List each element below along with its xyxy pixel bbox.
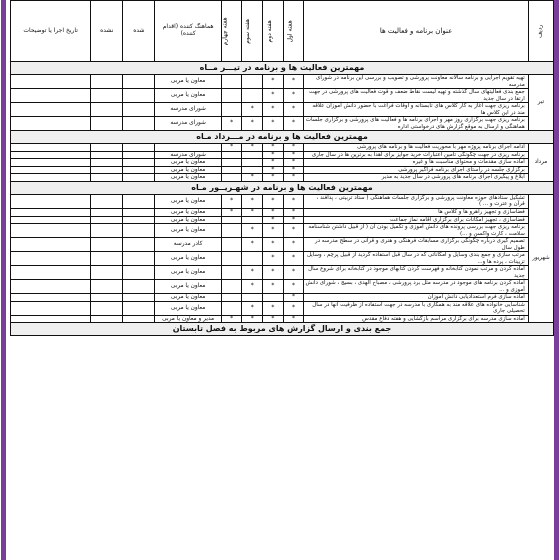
notes-cell: [11, 159, 91, 167]
table-row: [11, 266, 554, 280]
week-2-mark: *: [263, 238, 284, 252]
not-done-cell: [91, 252, 123, 266]
week-2-mark: *: [263, 208, 284, 216]
done-cell: [123, 117, 155, 131]
not-done-cell: [91, 216, 123, 224]
coordinator-cell: کادر مدرسه: [155, 238, 221, 252]
notes-cell: [11, 238, 91, 252]
week-3-mark: *: [242, 103, 263, 117]
program-text: آماده سازی مدرسه برای برگزاری مراسم بازگشایی و هفته دفاع مقدس: [304, 315, 529, 323]
activity-plan-table: [10, 0, 554, 336]
notes-cell: [11, 103, 91, 117]
not-done-cell: [91, 151, 123, 159]
week-3-mark: [242, 159, 263, 167]
left-border-line: [1, 0, 6, 560]
coordinator-cell: شورای مدرسه: [155, 103, 221, 117]
week-3-mark: *: [242, 144, 263, 152]
program-text: برنامه ریزی در جهت چگونگی تامین اعتبارات خرید جوایز برای اهدا به برترین ها در سال جاری: [304, 151, 529, 159]
coordinator-cell: معاون یا مربی: [155, 75, 221, 89]
header-coordinator: هماهنگ کننده (اقدام کننده): [155, 1, 221, 62]
coordinator-cell: معاون یا مربی: [155, 294, 221, 302]
table-row: [11, 174, 554, 182]
section-title: مهمترین فعالیت ها و برنامه در تیـــر مــاه: [11, 62, 554, 75]
done-cell: [123, 280, 155, 294]
coordinator-cell: معاون یا مربی: [155, 266, 221, 280]
week-2-mark: *: [263, 266, 284, 280]
notes-cell: [11, 224, 91, 238]
week-1-mark: *: [283, 174, 304, 182]
done-cell: [123, 252, 155, 266]
week-2-mark: *: [263, 315, 284, 323]
notes-cell: [11, 75, 91, 89]
table-row: [11, 144, 554, 152]
week-2-mark: *: [263, 216, 284, 224]
header-row: [11, 1, 554, 62]
notes-cell: [11, 174, 91, 182]
week-4-mark: [221, 103, 242, 117]
month-label: مرداد: [528, 144, 553, 182]
not-done-cell: [91, 208, 123, 216]
section-header-row: [11, 131, 554, 144]
program-text: تهیه تقویم اجرایی و برنامه سالانه معاونت پرورشی و تصویب و بررسی این برنامه در شورای مدرسه: [304, 75, 529, 89]
week-2-mark: *: [263, 159, 284, 167]
week-3-mark: *: [242, 301, 263, 315]
header-row-number: ردیف: [528, 1, 553, 62]
week-4-mark: *: [221, 194, 242, 208]
week-1-mark: *: [283, 238, 304, 252]
week-1-mark: *: [283, 301, 304, 315]
table-row: [11, 238, 554, 252]
notes-cell: [11, 89, 91, 103]
coordinator-cell: معاون یا مربی: [155, 301, 221, 315]
section-header-row: [11, 62, 554, 75]
coordinator-cell: معاون یا مربی: [155, 174, 221, 182]
week-3-mark: *: [242, 174, 263, 182]
program-text: برگزاری جلسه در راستای اجرای برنامه فراگیر پرورشی: [304, 166, 529, 174]
week-2-mark: *: [263, 174, 284, 182]
not-done-cell: [91, 194, 123, 208]
program-text: آماده سازی فرم استعدادیابی دانش آموزان: [304, 294, 529, 302]
week-2-mark: *: [263, 166, 284, 174]
week-1-mark: *: [283, 194, 304, 208]
coordinator-cell: شورای مدرسه: [155, 151, 221, 159]
table-row: [11, 315, 554, 323]
program-text: برنامه ریزی جهت بررسی پرونده های دانش آموزی و تکمیل بودن آن ( از قبیل داشتن شناسنامه سلامت ، کارت واکسن و ...): [304, 224, 529, 238]
week-1-mark: *: [283, 103, 304, 117]
header-week3: هفته سوم: [242, 1, 263, 62]
week-1-mark: *: [283, 315, 304, 323]
coordinator-cell: مدیر و معاون یا مربی: [155, 315, 221, 323]
not-done-cell: [91, 294, 123, 302]
header-week1: هفته اول: [283, 1, 304, 62]
footer-section-row: [11, 323, 554, 336]
not-done-cell: [91, 266, 123, 280]
week-2-mark: *: [263, 194, 284, 208]
not-done-cell: [91, 159, 123, 167]
done-cell: [123, 159, 155, 167]
header-done: شده: [123, 1, 155, 62]
not-done-cell: [91, 224, 123, 238]
not-done-cell: [91, 315, 123, 323]
coordinator-cell: [155, 144, 221, 152]
week-1-mark: *: [283, 208, 304, 216]
section-title: مهمترین فعالیت ها و برنامه در مـــرداد مـاه: [11, 131, 554, 144]
week-1-mark: *: [283, 280, 304, 294]
notes-cell: [11, 315, 91, 323]
week-1-mark: *: [283, 252, 304, 266]
program-text: مرتب سازی و جمع بندی وسایل و امکاناتی که در سال قبل استفاده گردید از قبیل پرچم ، وسایل تزیینات ، پرده ها و...: [304, 252, 529, 266]
week-2-mark: *: [263, 224, 284, 238]
notes-cell: [11, 194, 91, 208]
week-4-mark: [221, 166, 242, 174]
program-text: شناسایی خانواده های علاقه مند به همکاری با مدرسه در جهت استفاده از ظرفیت آنها در سال تحصیلی جاری: [304, 301, 529, 315]
month-label: تیر: [528, 75, 553, 131]
table-row: [11, 301, 554, 315]
week-2-mark: *: [263, 144, 284, 152]
coordinator-cell: معاون یا مربی: [155, 159, 221, 167]
done-cell: [123, 208, 155, 216]
not-done-cell: [91, 75, 123, 89]
week-1-mark: *: [283, 144, 304, 152]
notes-cell: [11, 117, 91, 131]
week-4-mark: *: [221, 208, 242, 216]
header-date-notes: تاریخ اجرا یا توضیحات: [11, 1, 91, 62]
week-4-mark: [221, 238, 242, 252]
notes-cell: [11, 166, 91, 174]
table-row: [11, 294, 554, 302]
week-4-mark: [221, 159, 242, 167]
week-3-mark: *: [242, 238, 263, 252]
section-header-row: [11, 181, 554, 194]
week-3-mark: [242, 216, 263, 224]
done-cell: [123, 194, 155, 208]
right-border-line: [554, 0, 559, 560]
week-3-mark: *: [242, 266, 263, 280]
program-text: فضاسازی ، تجهیز امکانات برای برگزاری اقامه نماز جماعت: [304, 216, 529, 224]
week-3-mark: *: [242, 224, 263, 238]
week-4-mark: [221, 89, 242, 103]
week-4-mark: [221, 301, 242, 315]
week-3-mark: [242, 151, 263, 159]
week-4-mark: *: [221, 144, 242, 152]
coordinator-cell: معاون یا مربی: [155, 252, 221, 266]
week-3-mark: *: [242, 208, 263, 216]
table-row: [11, 151, 554, 159]
done-cell: [123, 224, 155, 238]
not-done-cell: [91, 238, 123, 252]
week-2-mark: *: [263, 280, 284, 294]
month-label: شهریور: [528, 194, 553, 322]
week-3-mark: [242, 252, 263, 266]
notes-cell: [11, 252, 91, 266]
notes-cell: [11, 216, 91, 224]
done-cell: [123, 166, 155, 174]
not-done-cell: [91, 166, 123, 174]
table-row: [11, 252, 554, 266]
notes-cell: [11, 144, 91, 152]
week-1-mark: *: [283, 89, 304, 103]
table-row: [11, 216, 554, 224]
table-row: [11, 224, 554, 238]
week-2-mark: [263, 294, 284, 302]
program-text: ادامه اجرای برنامه پروژه مهر با محوریت فعالیت ها و برنامه های پرورشی: [304, 144, 529, 152]
not-done-cell: [91, 280, 123, 294]
week-4-mark: [221, 151, 242, 159]
week-2-mark: *: [263, 89, 284, 103]
section-title: مهمترین فعالیت ها و برنامه در شهـریــور مـاه: [11, 181, 554, 194]
week-1-mark: *: [283, 216, 304, 224]
not-done-cell: [91, 89, 123, 103]
week-4-mark: [221, 174, 242, 182]
program-text: آماده کردن برنامه های موجود در مدرسه مثل برد پرورشی ، مصباح الهدی ، بسیج ، شورای دانش آموزی و ...: [304, 280, 529, 294]
header-not-done: نشده: [91, 1, 123, 62]
done-cell: [123, 315, 155, 323]
program-text: فضاسازی و تجهیز راهرو ها و کلاس ها: [304, 208, 529, 216]
week-4-mark: [221, 224, 242, 238]
program-text: برنامه ریزی جهت برگزاری روز مهر و اجرای برنامه ها و فعالیت های پرورشی و برگزاری جلسات هماهنگی و ارسال به موقع گزارش های درخواستی اداره: [304, 117, 529, 131]
week-4-mark: [221, 280, 242, 294]
not-done-cell: [91, 103, 123, 117]
program-text: تصمیم گیری درباره چگونگی برگزاری مسابقات فرهنگی و هنری و قرآنی در سطح مدرسه در طول سال: [304, 238, 529, 252]
notes-cell: [11, 301, 91, 315]
week-4-mark: [221, 216, 242, 224]
done-cell: [123, 89, 155, 103]
done-cell: [123, 294, 155, 302]
not-done-cell: [91, 144, 123, 152]
coordinator-cell: معاون یا مربی: [155, 208, 221, 216]
done-cell: [123, 151, 155, 159]
week-1-mark: *: [283, 266, 304, 280]
week-1-mark: *: [283, 117, 304, 131]
table-row: [11, 280, 554, 294]
week-2-mark: *: [263, 151, 284, 159]
week-2-mark: *: [263, 252, 284, 266]
week-1-mark: *: [283, 75, 304, 89]
week-4-mark: [221, 266, 242, 280]
week-3-mark: [242, 294, 263, 302]
coordinator-cell: معاون یا مربی: [155, 166, 221, 174]
week-2-mark: *: [263, 301, 284, 315]
notes-cell: [11, 294, 91, 302]
done-cell: [123, 216, 155, 224]
program-text: ابلاغ و پیگیری اجرای برنامه های پرورشی در سال جدید به مدیر: [304, 174, 529, 182]
week-3-mark: *: [242, 315, 263, 323]
done-cell: [123, 301, 155, 315]
done-cell: [123, 103, 155, 117]
week-3-mark: [242, 75, 263, 89]
table-row: [11, 89, 554, 103]
done-cell: [123, 75, 155, 89]
header-week2: هفته دوم: [263, 1, 284, 62]
done-cell: [123, 144, 155, 152]
done-cell: [123, 266, 155, 280]
coordinator-cell: معاون یا مربی: [155, 216, 221, 224]
coordinator-cell: معاون یا مربی: [155, 89, 221, 103]
header-week4: هفته چهارم: [221, 1, 242, 62]
header-title: عنوان برنامه و فعالیت ها: [304, 1, 529, 62]
notes-cell: [11, 266, 91, 280]
week-4-mark: [221, 294, 242, 302]
week-2-mark: *: [263, 117, 284, 131]
done-cell: [123, 174, 155, 182]
week-3-mark: *: [242, 117, 263, 131]
week-4-mark: *: [221, 315, 242, 323]
table-row: [11, 75, 554, 89]
week-1-mark: *: [283, 159, 304, 167]
coordinator-cell: معاون یا مربی: [155, 224, 221, 238]
not-done-cell: [91, 301, 123, 315]
table-row: [11, 103, 554, 117]
week-4-mark: *: [221, 117, 242, 131]
week-4-mark: [221, 75, 242, 89]
week-1-mark: *: [283, 224, 304, 238]
coordinator-cell: معاون یا مربی: [155, 194, 221, 208]
program-text: برنامه ریزی جهت آغاز به کار کلاس های تابستانه و اوقات فراغت با حضور دانش آموزان علاقه مند در این کلاس ها: [304, 103, 529, 117]
table-row: [11, 208, 554, 216]
coordinator-cell: معاون یا مربی: [155, 280, 221, 294]
notes-cell: [11, 280, 91, 294]
done-cell: [123, 238, 155, 252]
week-2-mark: *: [263, 75, 284, 89]
program-text: تشکیل ستادهای حوزه معاونت پرورشی و برگزاری جلسات هماهنگی ( ستاد تربیتی ، پدافند ، قرآن و عترت و ... ): [304, 194, 529, 208]
footer-section-title: جمع بندی و ارسال گزارش های مربوط به فصل تابستان: [11, 323, 554, 336]
program-text: جمع بندی فعالیتهای سال گذشته و تهیه لیست نقاط ضعف و قوت فعالیت های پرورشی در جهت ارتقا در سال جدید: [304, 89, 529, 103]
coordinator-cell: شورای مدرسه: [155, 117, 221, 131]
table-row: [11, 159, 554, 167]
week-3-mark: *: [242, 194, 263, 208]
program-text: آماده کردن و مرتب نمودن کتابخانه و فهرست کردن کتابهای موجود در کتابخانه برای شروع سال جدید: [304, 266, 529, 280]
week-2-mark: *: [263, 103, 284, 117]
week-1-mark: *: [283, 151, 304, 159]
week-1-mark: *: [283, 294, 304, 302]
table-row: [11, 117, 554, 131]
week-4-mark: [221, 252, 242, 266]
table-row: [11, 166, 554, 174]
program-text: آماده سازی مقدمات و محتوای مناسبت ها و غیره: [304, 159, 529, 167]
week-3-mark: *: [242, 280, 263, 294]
notes-cell: [11, 151, 91, 159]
table-row: [11, 194, 554, 208]
week-1-mark: *: [283, 166, 304, 174]
not-done-cell: [91, 117, 123, 131]
week-3-mark: [242, 89, 263, 103]
notes-cell: [11, 208, 91, 216]
not-done-cell: [91, 174, 123, 182]
